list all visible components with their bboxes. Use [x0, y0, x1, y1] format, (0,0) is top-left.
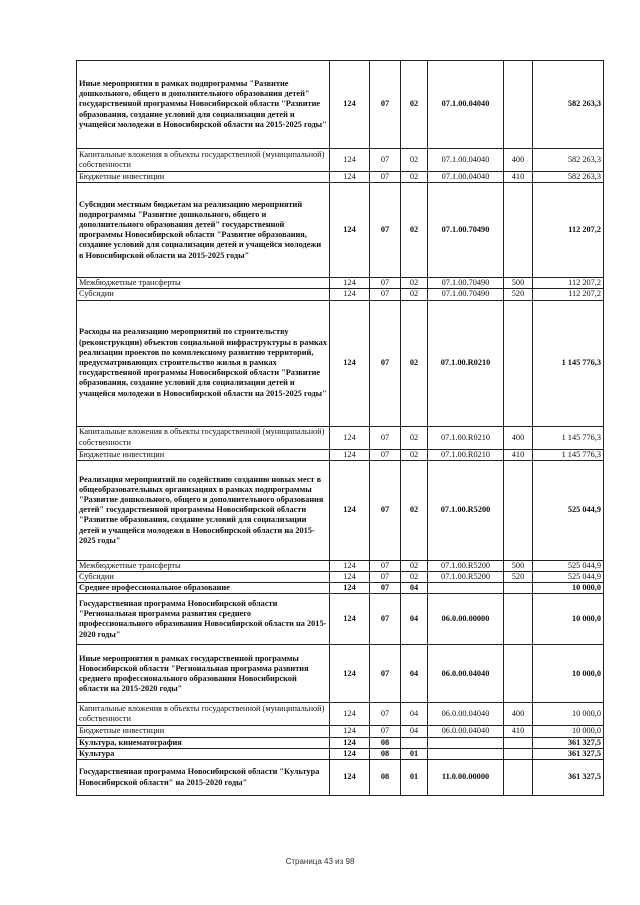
- row-subsection-cell: 04: [401, 726, 428, 737]
- row-ved-cell: 124: [330, 560, 370, 571]
- row-ved-cell: 124: [330, 645, 370, 703]
- row-subsection-cell: 02: [401, 278, 428, 289]
- row-target-article-cell: 07.1.00.04040: [428, 149, 504, 172]
- row-target-article-cell: 07.1.00.R5200: [428, 460, 504, 560]
- page-number: Страница 43 из 98: [285, 857, 355, 866]
- row-ved-cell: 124: [330, 426, 370, 449]
- row-name-cell: Межбюджетные трансферты: [77, 560, 330, 571]
- row-ved-cell: 124: [330, 61, 370, 149]
- row-ved-cell: 124: [330, 172, 370, 183]
- row-expense-type-cell: [504, 583, 533, 594]
- row-target-article-cell: 07.1.00.70490: [428, 278, 504, 289]
- table-row: [77, 172, 604, 183]
- table-row: [77, 583, 604, 594]
- row-sum-cell: 112 207,2: [533, 289, 604, 300]
- row-name-cell: Государственная программа Новосибирской области "Культура Новосибирской области" на 2015-2020 годы": [77, 760, 330, 796]
- row-section-cell: 07: [370, 572, 401, 583]
- table-row: [77, 703, 604, 726]
- row-name-cell: Бюджетные инвестиции: [77, 172, 330, 183]
- row-ved-cell: 124: [330, 300, 370, 426]
- row-expense-type-cell: [504, 748, 533, 759]
- row-name-cell: Бюджетные инвестиции: [77, 449, 330, 460]
- row-subsection-cell: 04: [401, 594, 428, 645]
- row-target-article-cell: 07.1.00.04040: [428, 61, 504, 149]
- row-sum-cell: 10 000,0: [533, 583, 604, 594]
- row-expense-type-cell: 500: [504, 278, 533, 289]
- table-row: [77, 278, 604, 289]
- row-ved-cell: 124: [330, 183, 370, 278]
- row-target-article-cell: 06.0.00.04040: [428, 703, 504, 726]
- row-sum-cell: 361 327,5: [533, 760, 604, 796]
- row-name-cell: Государственная программа Новосибирской области "Региональная программа развития среднего профессионального образования Новосибирской области на 2015-2020 годы": [77, 594, 330, 645]
- row-expense-type-cell: 400: [504, 426, 533, 449]
- row-section-cell: 08: [370, 748, 401, 759]
- row-expense-type-cell: [504, 645, 533, 703]
- row-target-article-cell: 06.0.00.04040: [428, 726, 504, 737]
- row-expense-type-cell: 410: [504, 172, 533, 183]
- row-sum-cell: 10 000,0: [533, 703, 604, 726]
- row-expense-type-cell: [504, 760, 533, 796]
- row-target-article-cell: 07.1.00.R5200: [428, 572, 504, 583]
- row-subsection-cell: 02: [401, 460, 428, 560]
- row-expense-type-cell: [504, 737, 533, 748]
- table-row: [77, 149, 604, 172]
- budget-table: [76, 60, 604, 796]
- row-target-article-cell: 07.1.00.70490: [428, 289, 504, 300]
- row-subsection-cell: 02: [401, 560, 428, 571]
- table-row: [77, 726, 604, 737]
- row-target-article-cell: 07.1.00.R0210: [428, 426, 504, 449]
- row-section-cell: 07: [370, 149, 401, 172]
- row-name-cell: Капитальные вложения в объекты государственной (муниципальной) собственности: [77, 426, 330, 449]
- row-subsection-cell: 02: [401, 61, 428, 149]
- row-sum-cell: 1 145 776,3: [533, 300, 604, 426]
- row-section-cell: 07: [370, 426, 401, 449]
- row-subsection-cell: 01: [401, 748, 428, 759]
- row-ved-cell: 124: [330, 460, 370, 560]
- row-expense-type-cell: 400: [504, 149, 533, 172]
- row-target-article-cell: [428, 748, 504, 759]
- row-name-cell: Бюджетные инвестиции: [77, 726, 330, 737]
- row-target-article-cell: [428, 583, 504, 594]
- row-section-cell: 08: [370, 760, 401, 796]
- row-expense-type-cell: [504, 183, 533, 278]
- row-ved-cell: 124: [330, 583, 370, 594]
- row-name-cell: Субсидии: [77, 289, 330, 300]
- row-ved-cell: 124: [330, 748, 370, 759]
- row-section-cell: 07: [370, 460, 401, 560]
- row-ved-cell: 124: [330, 760, 370, 796]
- row-expense-type-cell: 410: [504, 726, 533, 737]
- row-ved-cell: 124: [330, 572, 370, 583]
- row-subsection-cell: 02: [401, 183, 428, 278]
- row-target-article-cell: 07.1.00.04040: [428, 172, 504, 183]
- table-row: [77, 183, 604, 278]
- table-row: [77, 300, 604, 426]
- row-sum-cell: 112 207,2: [533, 183, 604, 278]
- row-subsection-cell: 02: [401, 289, 428, 300]
- row-section-cell: 07: [370, 300, 401, 426]
- row-name-cell: Среднее профессиональное образование: [77, 583, 330, 594]
- row-subsection-cell: 04: [401, 583, 428, 594]
- row-name-cell: Капитальные вложения в объекты государственной (муниципальной) собственности: [77, 149, 330, 172]
- table-row: [77, 594, 604, 645]
- row-section-cell: 07: [370, 61, 401, 149]
- table-row: [77, 748, 604, 759]
- row-subsection-cell: 02: [401, 572, 428, 583]
- row-sum-cell: 525 044,9: [533, 572, 604, 583]
- row-name-cell: Культура: [77, 748, 330, 759]
- row-target-article-cell: 06.0.00.04040: [428, 645, 504, 703]
- row-section-cell: 07: [370, 703, 401, 726]
- row-sum-cell: 1 145 776,3: [533, 426, 604, 449]
- row-name-cell: Межбюджетные трансферты: [77, 278, 330, 289]
- row-subsection-cell: 02: [401, 449, 428, 460]
- row-section-cell: 07: [370, 278, 401, 289]
- table-row: [77, 289, 604, 300]
- row-sum-cell: 582 263,3: [533, 149, 604, 172]
- row-sum-cell: 10 000,0: [533, 645, 604, 703]
- row-sum-cell: 525 044,9: [533, 460, 604, 560]
- row-expense-type-cell: [504, 61, 533, 149]
- row-section-cell: 08: [370, 737, 401, 748]
- table-row: [77, 572, 604, 583]
- row-name-cell: Культура, кинематография: [77, 737, 330, 748]
- row-sum-cell: 112 207,2: [533, 278, 604, 289]
- row-name-cell: Субсидии: [77, 572, 330, 583]
- row-subsection-cell: [401, 737, 428, 748]
- row-target-article-cell: [428, 737, 504, 748]
- row-section-cell: 07: [370, 583, 401, 594]
- row-section-cell: 07: [370, 449, 401, 460]
- row-subsection-cell: 02: [401, 149, 428, 172]
- row-ved-cell: 124: [330, 726, 370, 737]
- row-subsection-cell: 04: [401, 645, 428, 703]
- row-subsection-cell: 02: [401, 426, 428, 449]
- table-row: [77, 737, 604, 748]
- row-expense-type-cell: [504, 594, 533, 645]
- row-section-cell: 07: [370, 172, 401, 183]
- row-target-article-cell: 07.1.00.70490: [428, 183, 504, 278]
- row-sum-cell: 10 000,0: [533, 594, 604, 645]
- row-ved-cell: 124: [330, 149, 370, 172]
- row-expense-type-cell: [504, 300, 533, 426]
- row-name-cell: Иные мероприятия в рамках государственной программы Новосибирской области "Региональная программа развития среднего профессионального образования Новосибирской области на 2015-2020 годы": [77, 645, 330, 703]
- row-ved-cell: 124: [330, 703, 370, 726]
- row-sum-cell: 525 044,9: [533, 560, 604, 571]
- row-subsection-cell: 02: [401, 172, 428, 183]
- row-ved-cell: 124: [330, 289, 370, 300]
- row-expense-type-cell: 410: [504, 449, 533, 460]
- row-ved-cell: 124: [330, 737, 370, 748]
- row-expense-type-cell: 520: [504, 572, 533, 583]
- row-ved-cell: 124: [330, 594, 370, 645]
- row-expense-type-cell: 520: [504, 289, 533, 300]
- row-sum-cell: 582 263,3: [533, 61, 604, 149]
- row-sum-cell: 582 263,3: [533, 172, 604, 183]
- row-name-cell: Субсидии местным бюджетам на реализацию мероприятий подпрограммы "Развитие дошкольного, общего и дополнительного образования детей" государственной программы Новосибирской области "Развитие образования, создание условий для социализации детей и учащейся молодежи в Новосибирской области на 2015-2025 годы": [77, 183, 330, 278]
- table-row: [77, 449, 604, 460]
- row-subsection-cell: 01: [401, 760, 428, 796]
- row-target-article-cell: 06.0.00.00000: [428, 594, 504, 645]
- row-target-article-cell: 11.0.00.00000: [428, 760, 504, 796]
- row-expense-type-cell: 500: [504, 560, 533, 571]
- row-ved-cell: 124: [330, 278, 370, 289]
- table-row: [77, 61, 604, 149]
- row-name-cell: Иные мероприятия в рамках подпрограммы "Развитие дошкольного, общего и дополнительного образования детей" государственной программы Новосибирской области "Развитие образования, создание условий для социализации детей и учащейся молодежи в Новосибирской области на 2015-2025 годы": [77, 61, 330, 149]
- row-subsection-cell: 04: [401, 703, 428, 726]
- row-sum-cell: 1 145 776,3: [533, 449, 604, 460]
- row-sum-cell: 361 327,5: [533, 748, 604, 759]
- row-sum-cell: 361 327,5: [533, 737, 604, 748]
- row-name-cell: Капитальные вложения в объекты государственной (муниципальной) собственности: [77, 703, 330, 726]
- row-section-cell: 07: [370, 726, 401, 737]
- table-row: [77, 645, 604, 703]
- table-row: [77, 760, 604, 796]
- row-name-cell: Расходы на реализацию мероприятий по строительству (реконструкции) объектов социальной инфраструктуры в рамках реализации проектов по комплексному развитию территорий, предусматривающих строительство жилья в рамках государственной программы Новосибирской области "Развитие образования, создание условий для социализации детей и учащейся молодежи в Новосибирской области на 2015-2025 годы": [77, 300, 330, 426]
- row-name-cell: Реализация мероприятий по содействию созданию новых мест в общеобразовательных организациях в рамках подпрограммы "Развитие дошкольного, общего и дополнительного образования детей" государственной программы Новосибирской области "Развитие образования, создание условий для социализации детей и учащейся молодежи в Новосибирской области на 2015-2025 годы": [77, 460, 330, 560]
- row-ved-cell: 124: [330, 449, 370, 460]
- row-target-article-cell: 07.1.00.R5200: [428, 560, 504, 571]
- row-expense-type-cell: 400: [504, 703, 533, 726]
- row-target-article-cell: 07.1.00.R0210: [428, 300, 504, 426]
- table-row: [77, 560, 604, 571]
- row-section-cell: 07: [370, 289, 401, 300]
- row-section-cell: 07: [370, 560, 401, 571]
- row-subsection-cell: 02: [401, 300, 428, 426]
- row-expense-type-cell: [504, 460, 533, 560]
- row-section-cell: 07: [370, 183, 401, 278]
- row-sum-cell: 10 000,0: [533, 726, 604, 737]
- table-row: [77, 460, 604, 560]
- row-section-cell: 07: [370, 594, 401, 645]
- row-target-article-cell: 07.1.00.R0210: [428, 449, 504, 460]
- table-row: [77, 426, 604, 449]
- row-section-cell: 07: [370, 645, 401, 703]
